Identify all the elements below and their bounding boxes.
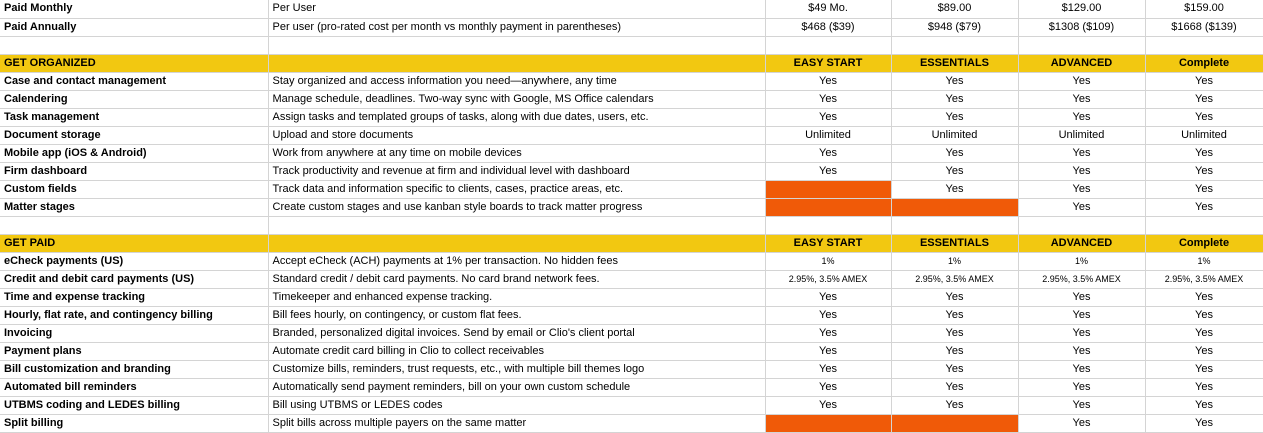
table-row bbox=[0, 306, 1263, 324]
feature-cell[interactable]: Firm dashboard bbox=[0, 162, 268, 180]
plan-cell[interactable]: Yes bbox=[765, 396, 891, 414]
plan-cell[interactable]: Unlimited bbox=[891, 126, 1018, 144]
plan-cell[interactable]: Yes bbox=[1018, 162, 1145, 180]
table-row bbox=[0, 144, 1263, 162]
plan-header[interactable]: ESSENTIALS bbox=[891, 234, 1018, 252]
empty-cell[interactable] bbox=[765, 216, 891, 234]
description-cell[interactable]: Split bills across multiple payers on the same matter bbox=[268, 414, 765, 432]
blank-row bbox=[0, 216, 1263, 234]
table-row bbox=[0, 378, 1263, 396]
plan-cell[interactable]: Yes bbox=[765, 306, 891, 324]
description-cell[interactable]: Automate credit card billing in Clio to collect receivables bbox=[268, 342, 765, 360]
plan-cell[interactable]: Unlimited bbox=[765, 126, 891, 144]
plan-cell[interactable]: Yes bbox=[1145, 162, 1263, 180]
plan-cell[interactable]: Yes bbox=[1145, 378, 1263, 396]
plan-cell[interactable]: Yes bbox=[1018, 180, 1145, 198]
plan-cell[interactable]: Yes bbox=[1018, 378, 1145, 396]
plan-cell[interactable]: 2.95%, 3.5% AMEX bbox=[1018, 270, 1145, 288]
description-cell[interactable]: Per User bbox=[268, 0, 765, 18]
plan-cell[interactable]: Yes bbox=[765, 342, 891, 360]
plan-cell[interactable]: Yes bbox=[1145, 414, 1263, 432]
plan-cell[interactable]: Yes bbox=[765, 324, 891, 342]
plan-header[interactable]: Complete bbox=[1145, 234, 1263, 252]
section-header-row bbox=[0, 54, 1263, 72]
plan-cell[interactable]: $129.00 bbox=[1018, 0, 1145, 18]
plan-cell[interactable]: Yes bbox=[765, 144, 891, 162]
plan-cell[interactable]: Yes bbox=[891, 324, 1018, 342]
plan-cell[interactable]: $159.00 bbox=[1145, 0, 1263, 18]
description-cell[interactable]: Per user (pro-rated cost per month vs monthly payment in parentheses) bbox=[268, 18, 765, 36]
plan-cell[interactable]: Unlimited bbox=[1145, 126, 1263, 144]
plan-cell[interactable]: Yes bbox=[1145, 108, 1263, 126]
feature-cell[interactable]: Case and contact management bbox=[0, 72, 268, 90]
plan-cell[interactable]: Yes bbox=[1145, 72, 1263, 90]
description-cell[interactable]: Stay organized and access information you need—anywhere, any time bbox=[268, 72, 765, 90]
plan-cell[interactable]: $1308 ($109) bbox=[1018, 18, 1145, 36]
table-row bbox=[0, 108, 1263, 126]
plan-cell[interactable]: Yes bbox=[891, 378, 1018, 396]
plan-cell[interactable]: Yes bbox=[1145, 324, 1263, 342]
blank-row bbox=[0, 36, 1263, 54]
empty-cell[interactable] bbox=[1018, 36, 1145, 54]
feature-cell[interactable]: eCheck payments (US) bbox=[0, 252, 268, 270]
empty-cell[interactable] bbox=[1145, 216, 1263, 234]
plan-cell[interactable]: Yes bbox=[891, 90, 1018, 108]
feature-cell[interactable]: Credit and debit card payments (US) bbox=[0, 270, 268, 288]
plan-cell[interactable]: Yes bbox=[1018, 414, 1145, 432]
feature-cell[interactable]: Automated bill reminders bbox=[0, 378, 268, 396]
table-row bbox=[0, 342, 1263, 360]
feature-cell[interactable]: Hourly, flat rate, and contingency billing bbox=[0, 306, 268, 324]
plan-cell[interactable]: Yes bbox=[1018, 396, 1145, 414]
plan-cell-not-included[interactable] bbox=[765, 198, 891, 216]
section-header-empty[interactable] bbox=[268, 54, 765, 72]
plan-cell[interactable]: 2.95%, 3.5% AMEX bbox=[765, 270, 891, 288]
plan-cell[interactable]: Yes bbox=[765, 360, 891, 378]
plan-cell-not-included[interactable] bbox=[765, 180, 891, 198]
plan-cell[interactable]: Yes bbox=[1145, 360, 1263, 378]
plan-header[interactable]: ESSENTIALS bbox=[891, 54, 1018, 72]
plan-cell[interactable]: Yes bbox=[765, 162, 891, 180]
plan-header[interactable]: ADVANCED bbox=[1018, 54, 1145, 72]
plan-cell[interactable]: Yes bbox=[891, 108, 1018, 126]
description-cell[interactable]: Track productivity and revenue at firm and individual level with dashboard bbox=[268, 162, 765, 180]
plan-cell[interactable]: Yes bbox=[765, 378, 891, 396]
plan-cell-not-included[interactable] bbox=[891, 414, 1018, 432]
plan-cell[interactable]: Yes bbox=[1018, 306, 1145, 324]
table-row bbox=[0, 198, 1263, 216]
plan-cell-not-included[interactable] bbox=[765, 414, 891, 432]
description-cell[interactable]: Automatically send payment reminders, bill on your own custom schedule bbox=[268, 378, 765, 396]
plan-cell[interactable]: Yes bbox=[1018, 360, 1145, 378]
plan-cell[interactable]: Yes bbox=[1018, 144, 1145, 162]
feature-cell[interactable]: Mobile app (iOS & Android) bbox=[0, 144, 268, 162]
plan-cell-not-included[interactable] bbox=[891, 198, 1018, 216]
plan-cell[interactable]: Yes bbox=[1145, 342, 1263, 360]
plan-cell[interactable]: 2.95%, 3.5% AMEX bbox=[891, 270, 1018, 288]
table-row bbox=[0, 288, 1263, 306]
empty-cell[interactable] bbox=[765, 36, 891, 54]
plan-header[interactable]: Complete bbox=[1145, 54, 1263, 72]
table-row bbox=[0, 18, 1263, 36]
empty-cell[interactable] bbox=[268, 216, 765, 234]
description-cell[interactable]: Bill fees hourly, on contingency, or custom flat fees. bbox=[268, 306, 765, 324]
empty-cell[interactable] bbox=[0, 36, 268, 54]
section-title[interactable]: GET PAID bbox=[0, 234, 268, 252]
plan-cell[interactable]: Yes bbox=[1145, 396, 1263, 414]
feature-cell[interactable]: Custom fields bbox=[0, 180, 268, 198]
table-row bbox=[0, 72, 1263, 90]
plan-cell[interactable]: Yes bbox=[891, 162, 1018, 180]
description-cell[interactable]: Timekeeper and enhanced expense tracking. bbox=[268, 288, 765, 306]
plan-cell[interactable]: $89.00 bbox=[891, 0, 1018, 18]
plan-header[interactable]: EASY START bbox=[765, 234, 891, 252]
empty-cell[interactable] bbox=[891, 36, 1018, 54]
plan-cell[interactable]: Yes bbox=[1018, 90, 1145, 108]
section-header-row bbox=[0, 234, 1263, 252]
table-row bbox=[0, 126, 1263, 144]
plan-cell[interactable]: 2.95%, 3.5% AMEX bbox=[1145, 270, 1263, 288]
table-row bbox=[0, 360, 1263, 378]
feature-cell[interactable]: Paid Annually bbox=[0, 18, 268, 36]
table-row bbox=[0, 252, 1263, 270]
section-title[interactable]: GET ORGANIZED bbox=[0, 54, 268, 72]
plan-cell[interactable]: Yes bbox=[1145, 180, 1263, 198]
plan-cell[interactable]: 1% bbox=[765, 252, 891, 270]
plan-cell[interactable]: Yes bbox=[1145, 90, 1263, 108]
plan-cell[interactable]: $948 ($79) bbox=[891, 18, 1018, 36]
plan-cell[interactable]: Yes bbox=[891, 72, 1018, 90]
feature-cell[interactable]: Calendering bbox=[0, 90, 268, 108]
plan-cell[interactable]: 1% bbox=[1018, 252, 1145, 270]
description-cell[interactable]: Manage schedule, deadlines. Two-way sync with Google, MS Office calendars bbox=[268, 90, 765, 108]
plan-cell[interactable]: Yes bbox=[891, 396, 1018, 414]
table-row bbox=[0, 0, 1263, 18]
feature-cell[interactable]: Document storage bbox=[0, 126, 268, 144]
empty-cell[interactable] bbox=[891, 216, 1018, 234]
plan-cell[interactable]: 1% bbox=[1145, 252, 1263, 270]
plan-cell[interactable]: Yes bbox=[891, 144, 1018, 162]
plan-header[interactable]: ADVANCED bbox=[1018, 234, 1145, 252]
description-cell[interactable]: Customize bills, reminders, trust requests, etc., with multiple bill themes logo bbox=[268, 360, 765, 378]
description-cell[interactable]: Bill using UTBMS or LEDES codes bbox=[268, 396, 765, 414]
empty-cell[interactable] bbox=[268, 36, 765, 54]
plan-cell[interactable]: Yes bbox=[765, 72, 891, 90]
description-cell[interactable]: Branded, personalized digital invoices. Send by email or Clio's client portal bbox=[268, 324, 765, 342]
plan-cell[interactable]: Unlimited bbox=[1018, 126, 1145, 144]
plan-cell[interactable]: Yes bbox=[1145, 144, 1263, 162]
table-row bbox=[0, 324, 1263, 342]
feature-cell[interactable]: Invoicing bbox=[0, 324, 268, 342]
empty-cell[interactable] bbox=[1018, 216, 1145, 234]
description-cell[interactable]: Track data and information specific to clients, cases, practice areas, etc. bbox=[268, 180, 765, 198]
feature-cell[interactable]: Bill customization and branding bbox=[0, 360, 268, 378]
description-cell[interactable]: Upload and store documents bbox=[268, 126, 765, 144]
plan-header[interactable]: EASY START bbox=[765, 54, 891, 72]
feature-cell[interactable]: UTBMS coding and LEDES billing bbox=[0, 396, 268, 414]
table-row bbox=[0, 414, 1263, 432]
plan-cell[interactable]: Yes bbox=[1018, 72, 1145, 90]
description-cell[interactable]: Work from anywhere at any time on mobile devices bbox=[268, 144, 765, 162]
plan-cell[interactable]: $49 Mo. bbox=[765, 0, 891, 18]
feature-cell[interactable]: Task management bbox=[0, 108, 268, 126]
description-cell[interactable]: Accept eCheck (ACH) payments at 1% per transaction. No hidden fees bbox=[268, 252, 765, 270]
plan-cell[interactable]: Yes bbox=[1018, 288, 1145, 306]
plan-cell[interactable]: Yes bbox=[1018, 342, 1145, 360]
plan-cell[interactable]: Yes bbox=[1018, 108, 1145, 126]
empty-cell[interactable] bbox=[0, 216, 268, 234]
plan-cell[interactable]: Yes bbox=[1145, 306, 1263, 324]
feature-cell[interactable]: Paid Monthly bbox=[0, 0, 268, 18]
table-row bbox=[0, 162, 1263, 180]
plan-cell[interactable]: Yes bbox=[1018, 324, 1145, 342]
table-row bbox=[0, 396, 1263, 414]
feature-cell[interactable]: Time and expense tracking bbox=[0, 288, 268, 306]
plan-cell[interactable]: Yes bbox=[891, 360, 1018, 378]
plan-cell[interactable]: 1% bbox=[891, 252, 1018, 270]
plan-cell[interactable]: Yes bbox=[891, 306, 1018, 324]
plan-cell[interactable]: Yes bbox=[891, 180, 1018, 198]
description-cell[interactable]: Create custom stages and use kanban style boards to track matter progress bbox=[268, 198, 765, 216]
plan-cell[interactable]: Yes bbox=[765, 90, 891, 108]
plan-cell[interactable]: Yes bbox=[765, 108, 891, 126]
plan-cell[interactable]: $1668 ($139) bbox=[1145, 18, 1263, 36]
empty-cell[interactable] bbox=[1145, 36, 1263, 54]
description-cell[interactable]: Standard credit / debit card payments. No card brand network fees. bbox=[268, 270, 765, 288]
feature-cell[interactable]: Matter stages bbox=[0, 198, 268, 216]
feature-cell[interactable]: Payment plans bbox=[0, 342, 268, 360]
table-row bbox=[0, 90, 1263, 108]
plan-cell[interactable]: Yes bbox=[1018, 198, 1145, 216]
plan-cell[interactable]: Yes bbox=[1145, 198, 1263, 216]
plan-cell[interactable]: Yes bbox=[891, 288, 1018, 306]
table-row bbox=[0, 180, 1263, 198]
plan-cell[interactable]: Yes bbox=[891, 342, 1018, 360]
plan-cell[interactable]: $468 ($39) bbox=[765, 18, 891, 36]
description-cell[interactable]: Assign tasks and templated groups of tasks, along with due dates, users, etc. bbox=[268, 108, 765, 126]
table-row bbox=[0, 270, 1263, 288]
plan-cell[interactable]: Yes bbox=[765, 288, 891, 306]
feature-cell[interactable]: Split billing bbox=[0, 414, 268, 432]
plan-cell[interactable]: Yes bbox=[1145, 288, 1263, 306]
section-header-empty[interactable] bbox=[268, 234, 765, 252]
